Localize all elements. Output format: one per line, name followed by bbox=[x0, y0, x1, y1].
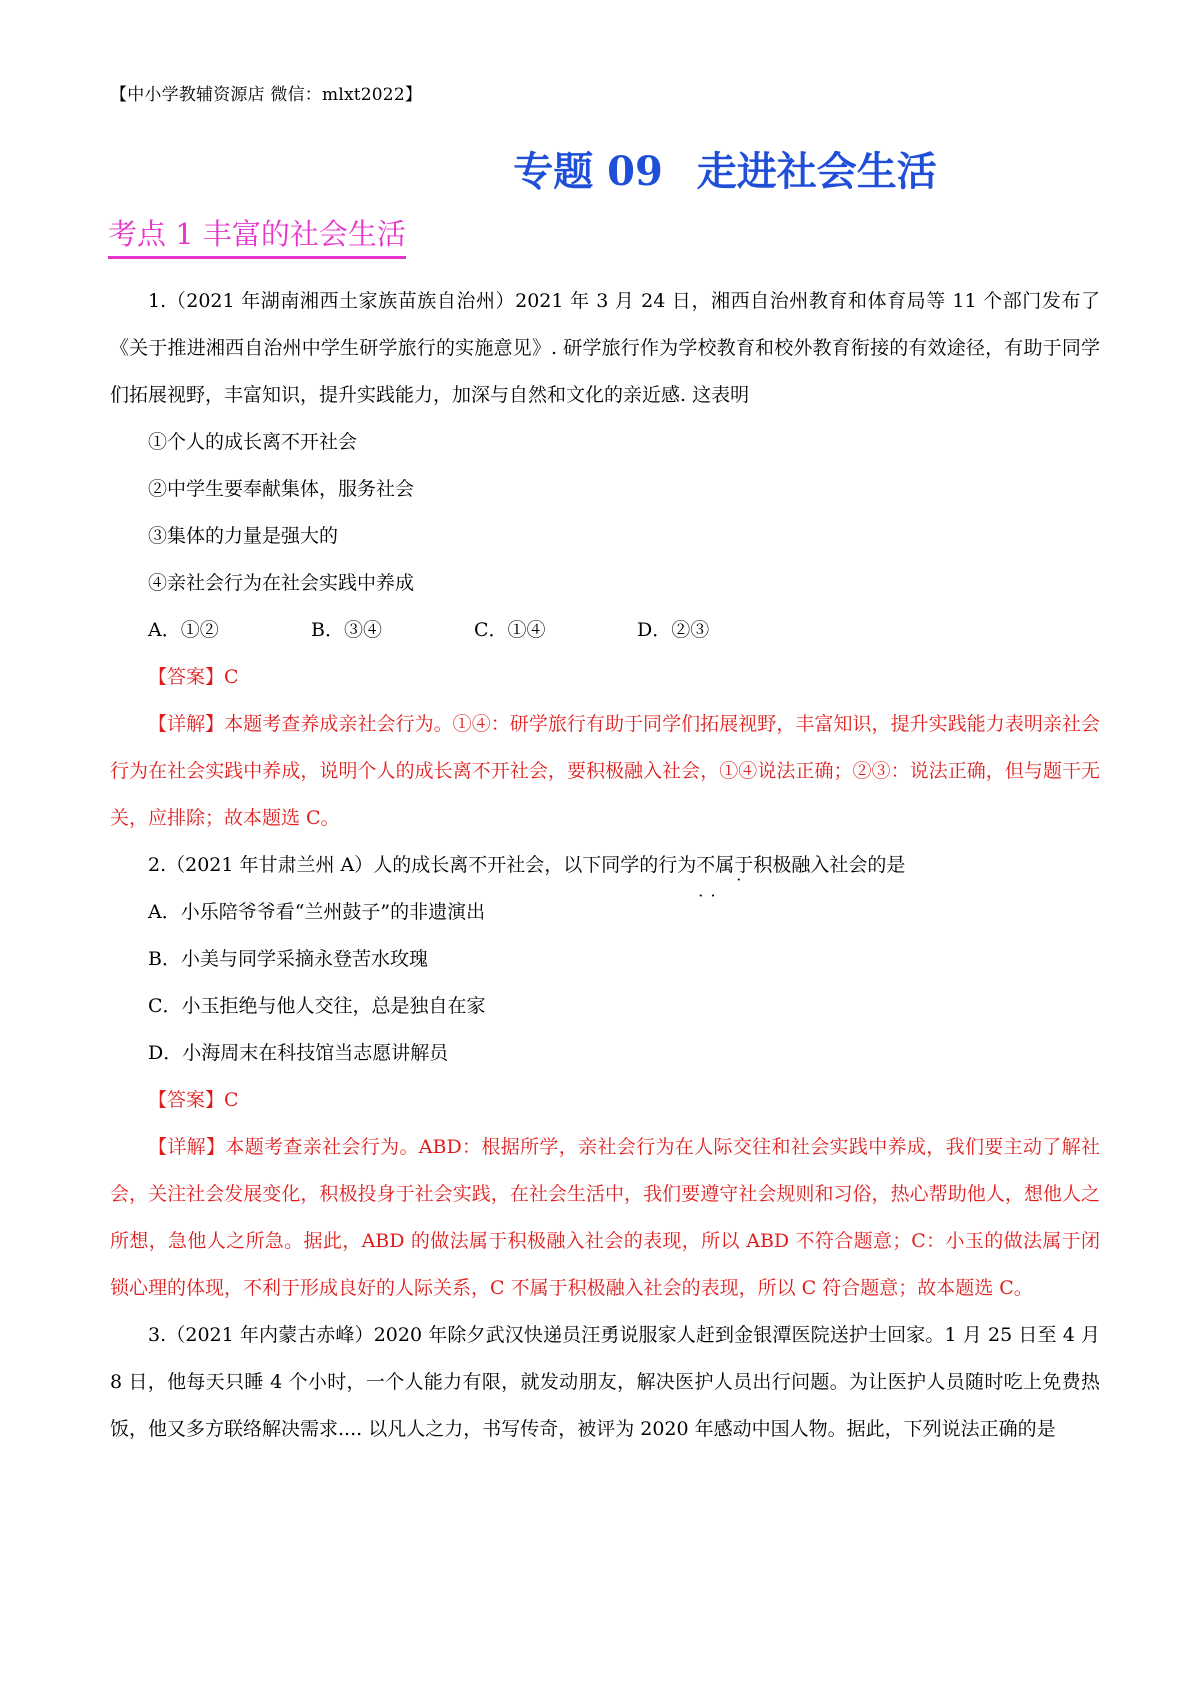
question-2-explanation bbox=[110, 1124, 1100, 1312]
question-2-stem bbox=[110, 842, 1100, 889]
stem-text: 积极融入社会的是 bbox=[753, 854, 906, 876]
title-text: 走进社会生活 bbox=[696, 148, 937, 195]
choice-c: C．①④ bbox=[474, 619, 546, 641]
question-1-stem: 1.（2021 年湖南湘西土家族苗族自治州）2021 年 3 月 24 日，湘西自治州教育和体育局等 11 个部门发布了《关于推进湘西自治州中学生研学旅行的实施意见》. 研学旅行作为学校教育和校外教育衔接的有效途径，有助于同学们拓展视野，丰富知识，提升实践能力，加深与自然和文化的亲近感. 这表明 bbox=[110, 290, 1100, 406]
question-1-answer bbox=[110, 654, 1100, 701]
question-2-option-b: B．小美与同学采摘永登苦水玫瑰 bbox=[148, 948, 428, 970]
answer-label: 【答案】 bbox=[148, 666, 225, 688]
question-2-option-c: C．小玉拒绝与他人交往，总是独自在家 bbox=[148, 995, 486, 1017]
question-2-option-a: A．小乐陪爷爷看“兰州鼓子”的非遗演出 bbox=[148, 901, 486, 923]
explanation-text: 本题考查亲社会行为。ABD：根据所学，亲社会行为在人际交往和社会实践中养成，我们要主动了解社会，关注社会发展变化，积极投身于社会实践，在社会生活中，我们要遵守社会规则和习俗，热心帮助他人，想他人之所想，急他人之所急。据此，ABD 的做法属于积极融入社会的表现，所以 ABD 不符合题意；C：小玉的做法属于闭锁心理的体现，不利于形成良好的人际关系，C 不属于积极融入社会的表现，所以 C 符合题意；故本题选 C。 bbox=[110, 1136, 1100, 1299]
question-1-statement: ①个人的成长离不开社会 bbox=[148, 431, 358, 453]
answer-value: C bbox=[224, 1089, 239, 1111]
title-number: 专题 09 bbox=[513, 148, 663, 195]
explanation-label: 【详解】 bbox=[148, 1136, 226, 1158]
question-3-stem: 3.（2021 年内蒙古赤峰）2020 年除夕武汉快递员汪勇说服家人赶到金银潭医院送护士回家。1 月 25 日至 4 月 8 日，他每天只睡 4 个小时，一个人能力有限，就发动朋友，解决医护人员出行问题。为让医护人员随时吃上免费热饭，他又多方联络解决需求.... 以凡人之力，书写传奇，被评为 2020 年感动中国人物。据此，下列说法正确的是 bbox=[110, 1324, 1100, 1440]
question-1-choices bbox=[110, 607, 1100, 654]
question-1-explanation bbox=[110, 701, 1100, 842]
document-body bbox=[110, 278, 1100, 1453]
answer-label: 【答案】 bbox=[148, 1089, 225, 1111]
emphasized-text: 不属于 · · · bbox=[696, 854, 753, 876]
choice-b: B．③④ bbox=[311, 619, 382, 641]
question-1-statement: ②中学生要奉献集体，服务社会 bbox=[148, 478, 415, 500]
section-heading: 考点 1 丰富的社会生活 bbox=[108, 216, 406, 259]
choice-d: D．②③ bbox=[637, 619, 710, 641]
question-2-option-d: D．小海周末在科技馆当志愿讲解员 bbox=[148, 1042, 449, 1064]
explanation-label: 【详解】 bbox=[148, 713, 225, 735]
choice-a: A．①② bbox=[148, 619, 219, 641]
stem-text: 2.（2021 年甘肃兰州 A）人的成长离不开社会，以下同学的行为 bbox=[148, 854, 697, 876]
page-title bbox=[0, 140, 1200, 197]
question-1-statement: ③集体的力量是强大的 bbox=[148, 525, 339, 547]
explanation-text: 本题考查养成亲社会行为。①④：研学旅行有助于同学们拓展视野，丰富知识，提升实践能力表明亲社会行为在社会实践中养成，说明个人的成长离不开社会，要积极融入社会，①④说法正确；②③：说法正确，但与题干无关，应排除；故本题选 C。 bbox=[110, 713, 1100, 829]
question-2-answer bbox=[110, 1077, 1100, 1124]
header-note: 【中小学教辅资源店 微信：mlxt2022】 bbox=[110, 85, 423, 105]
question-1-statement: ④亲社会行为在社会实践中养成 bbox=[148, 572, 415, 594]
answer-value: C bbox=[224, 666, 239, 688]
